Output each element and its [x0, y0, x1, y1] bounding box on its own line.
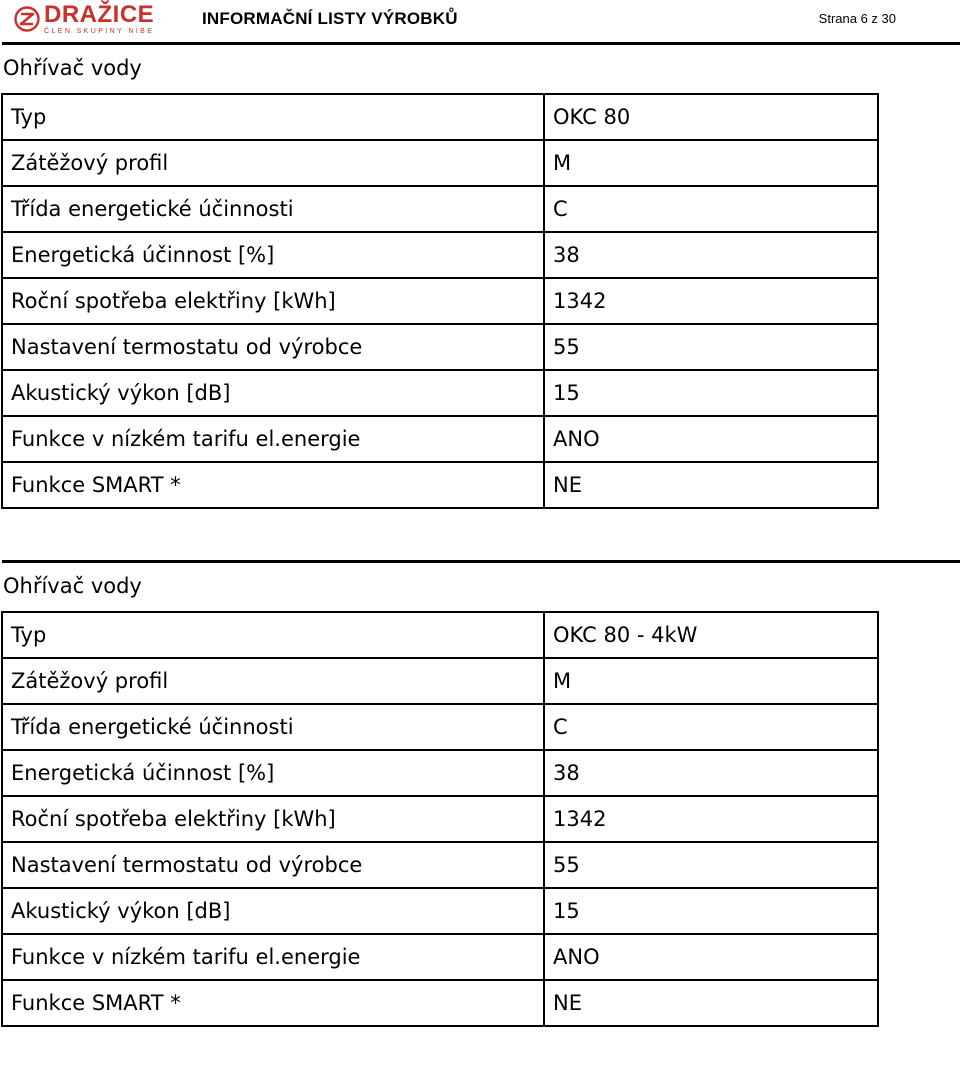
spec-table	[1, 93, 879, 509]
row-value: M	[544, 658, 878, 704]
row-label: Energetická účinnost [%]	[2, 750, 544, 796]
page-number: Strana 6 z 30	[818, 11, 896, 26]
row-label: Nastavení termostatu od výrobce	[2, 324, 544, 370]
row-label: Třída energetické účinnosti	[2, 186, 544, 232]
table-row	[2, 186, 878, 232]
table-row	[2, 934, 878, 980]
section-divider	[2, 560, 960, 563]
row-label: Funkce v nízkém tarifu el.energie	[2, 416, 544, 462]
table-row	[2, 658, 878, 704]
table-row	[2, 704, 878, 750]
row-value: ANO	[544, 416, 878, 462]
row-label: Zátěžový profil	[2, 658, 544, 704]
table-row	[2, 416, 878, 462]
row-value: 1342	[544, 278, 878, 324]
page-header	[0, 0, 960, 46]
row-value: NE	[544, 462, 878, 508]
spec-table	[1, 611, 879, 1027]
logo-subtitle: ČLEN SKUPINY NIBE	[44, 28, 155, 35]
row-value: 38	[544, 750, 878, 796]
row-label: Roční spotřeba elektřiny [kWh]	[2, 278, 544, 324]
row-label: Třída energetické účinnosti	[2, 704, 544, 750]
row-label: Funkce SMART *	[2, 980, 544, 1026]
row-value: 15	[544, 888, 878, 934]
row-label: Akustický výkon [dB]	[2, 370, 544, 416]
row-value: C	[544, 704, 878, 750]
table-row	[2, 796, 878, 842]
row-label: Funkce SMART *	[2, 462, 544, 508]
row-value: 1342	[544, 796, 878, 842]
row-value: 15	[544, 370, 878, 416]
row-label: Typ	[2, 612, 544, 658]
row-value: 38	[544, 232, 878, 278]
table-row	[2, 842, 878, 888]
table-row	[2, 94, 878, 140]
row-value: M	[544, 140, 878, 186]
table-row	[2, 888, 878, 934]
row-value: NE	[544, 980, 878, 1026]
row-label: Akustický výkon [dB]	[2, 888, 544, 934]
row-value: 55	[544, 324, 878, 370]
drazice-logo-icon	[14, 6, 40, 32]
table-row	[2, 750, 878, 796]
row-value: ANO	[544, 934, 878, 980]
table-row	[2, 612, 878, 658]
table-row	[2, 370, 878, 416]
brand-logo	[14, 3, 154, 35]
table-row	[2, 278, 878, 324]
row-label: Zátěžový profil	[2, 140, 544, 186]
table-row	[2, 462, 878, 508]
table-row	[2, 324, 878, 370]
header-divider	[2, 42, 960, 45]
document-title: INFORMAČNÍ LISTY VÝROBKŮ	[202, 9, 458, 28]
row-label: Roční spotřeba elektřiny [kWh]	[2, 796, 544, 842]
row-label: Nastavení termostatu od výrobce	[2, 842, 544, 888]
row-label: Energetická účinnost [%]	[2, 232, 544, 278]
table-row	[2, 140, 878, 186]
logo-name: DRAŽICE	[44, 1, 155, 28]
table-row	[2, 980, 878, 1026]
section-title: Ohřívač vody	[3, 56, 142, 80]
row-label: Funkce v nízkém tarifu el.energie	[2, 934, 544, 980]
row-label: Typ	[2, 94, 544, 140]
table-row	[2, 232, 878, 278]
section-title: Ohřívač vody	[3, 574, 142, 598]
row-value: C	[544, 186, 878, 232]
row-value: 55	[544, 842, 878, 888]
row-value: OKC 80 - 4kW	[544, 612, 878, 658]
row-value: OKC 80	[544, 94, 878, 140]
